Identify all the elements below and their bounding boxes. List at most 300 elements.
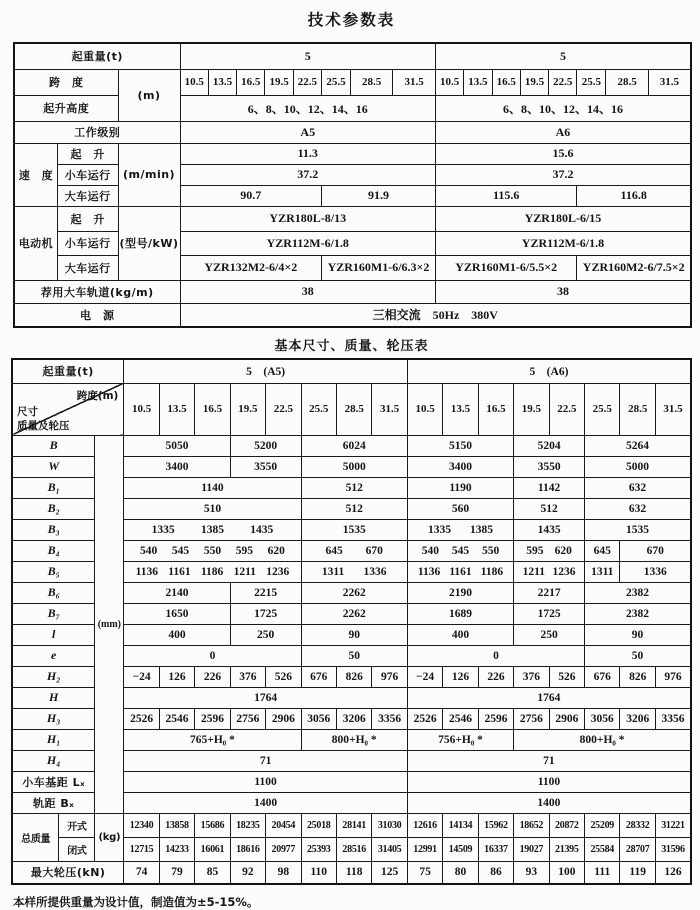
value-cell: 0 — [407, 645, 584, 666]
value-cell: 28141 — [336, 813, 371, 837]
value-cell: 670 — [365, 544, 383, 557]
value-cell: 1161 — [168, 565, 191, 578]
value-cell: 595 — [526, 544, 544, 557]
value-cell: 110 — [301, 861, 336, 884]
value-cell: 2262 — [301, 582, 407, 603]
dimensions-section — [11, 358, 692, 885]
value-cell: 14233 — [159, 837, 194, 861]
value-cell: 1140 — [124, 477, 301, 498]
value-group — [125, 524, 299, 536]
value-cell: 976 — [372, 666, 407, 687]
value-cell: YZR160M2-6/7.5×2 — [577, 255, 691, 280]
column-header: 10.5 — [124, 383, 159, 435]
column-header: 28.5 — [336, 383, 371, 435]
label-speed: 速 度 — [14, 143, 57, 206]
value-cell: 3056 — [301, 708, 336, 729]
param-label: H₁ — [12, 729, 95, 750]
value-cell: 98 — [266, 861, 301, 884]
label-trolley-base: 小车基距 Lₓ — [12, 771, 95, 792]
value-cell: 512 — [514, 498, 585, 519]
column-header: 22.5 — [266, 383, 301, 435]
value-cell: 3550 — [230, 456, 301, 477]
value-cell: 25393 — [301, 837, 336, 861]
value-cell: 1236 — [266, 565, 290, 578]
param-label: B₇ — [12, 603, 95, 624]
value-cell: 1335 — [151, 523, 175, 536]
value-cell: 3400 — [124, 456, 230, 477]
value-cell: 2906 — [549, 708, 584, 729]
column-header: 10.5 — [435, 69, 463, 95]
value-cell: A5 — [180, 121, 435, 143]
value-group — [515, 566, 583, 578]
column-header: 25.5 — [577, 69, 606, 95]
value-cell: 826 — [620, 666, 655, 687]
value-cell: 1336 — [620, 561, 691, 582]
value-cell: 31030 — [372, 813, 407, 837]
value-cell: 5 (A6) — [407, 359, 691, 383]
value-cell: 512 — [301, 498, 407, 519]
label-span: 跨 度 — [14, 69, 118, 95]
label-power: 电 源 — [14, 303, 180, 327]
param-label: H₄ — [12, 750, 95, 771]
value-cell: 540 — [421, 544, 439, 557]
value-cell: 5204 — [514, 435, 585, 456]
column-header: 25.5 — [585, 383, 620, 435]
value-group — [515, 545, 583, 557]
column-header: 13.5 — [159, 383, 194, 435]
value-cell: A6 — [435, 121, 691, 143]
value-cell: 645 — [585, 540, 620, 561]
value-group — [125, 545, 299, 557]
value-cell: 2526 — [407, 708, 442, 729]
row-label: 起 升 — [57, 143, 118, 164]
technical-parameters-section — [13, 42, 692, 328]
value-cell: −24 — [407, 666, 442, 687]
value-cell: 38 — [435, 280, 691, 303]
value-cell: 1335 — [427, 523, 451, 536]
value-cell: 6、8、10、12、14、16 — [180, 95, 435, 121]
value-cell: 28516 — [336, 837, 371, 861]
value-cell: 15686 — [195, 813, 230, 837]
column-header: 31.5 — [393, 69, 436, 95]
param-label: H₃ — [12, 708, 95, 729]
value-cell: YZR112M-6/1.8 — [435, 231, 691, 255]
column-header: 22.5 — [293, 69, 321, 95]
value-cell: 90.7 — [180, 185, 321, 206]
value-cell: 16061 — [195, 837, 230, 861]
column-header: 13.5 — [443, 383, 478, 435]
value-cell: 2217 — [514, 582, 585, 603]
value-cell: 3356 — [372, 708, 407, 729]
value-cell: 550 — [482, 544, 500, 557]
value-cell: 510 — [124, 498, 301, 519]
value-cell: 620 — [554, 544, 572, 557]
value-cell: 560 — [407, 498, 513, 519]
value-cell: 5000 — [585, 456, 691, 477]
param-label: B₃ — [12, 519, 95, 540]
label-work-class: 工作级别 — [14, 121, 180, 143]
value-group — [303, 545, 406, 557]
column-header: 31.5 — [372, 383, 407, 435]
value-cell: YZR160M1-6/6.3×2 — [322, 255, 436, 280]
value-cell: 1211 — [233, 565, 256, 578]
technical-parameters-table — [13, 42, 692, 328]
diag-span-label: 跨度(m) — [76, 389, 119, 402]
value-cell: 1311 — [585, 561, 620, 582]
value-cell: 16337 — [478, 837, 513, 861]
value-cell: 676 — [301, 666, 336, 687]
value-cell: 3206 — [620, 708, 655, 729]
value-group — [514, 540, 585, 561]
value-cell: 116.8 — [577, 185, 691, 206]
label-lifting-capacity: 起重量(t) — [12, 359, 124, 383]
value-cell: 126 — [443, 666, 478, 687]
value-cell: 93 — [514, 861, 549, 884]
row-label: 大车运行 — [57, 255, 118, 280]
value-cell: 6、8、10、12、14、16 — [435, 95, 691, 121]
value-cell: 15.6 — [435, 143, 691, 164]
value-cell: 31405 — [372, 837, 407, 861]
value-cell: 15962 — [478, 813, 513, 837]
value-cell: 28332 — [620, 813, 655, 837]
value-cell: 2190 — [407, 582, 513, 603]
value-cell: 5 — [435, 43, 691, 69]
value-group — [303, 566, 406, 578]
value-cell: 11.3 — [180, 143, 435, 164]
value-cell: 1385 — [470, 523, 494, 536]
value-cell: 91.9 — [322, 185, 436, 206]
value-cell: 376 — [514, 666, 549, 687]
value-cell: 2382 — [585, 582, 691, 603]
value-cell: 126 — [159, 666, 194, 687]
value-group — [407, 561, 513, 582]
value-group — [409, 524, 512, 536]
value-cell: 632 — [585, 477, 691, 498]
value-group — [125, 566, 299, 578]
value-cell: 376 — [230, 666, 265, 687]
column-header: 19.5 — [230, 383, 265, 435]
value-cell: 19027 — [514, 837, 549, 861]
value-cell: −24 — [124, 666, 159, 687]
value-cell: 6024 — [301, 435, 407, 456]
value-cell: 1100 — [124, 771, 408, 792]
column-header: 19.5 — [514, 383, 549, 435]
value-cell: 119 — [620, 861, 655, 884]
value-cell: 526 — [549, 666, 584, 687]
value-cell: 2215 — [230, 582, 301, 603]
column-header: 16.5 — [478, 383, 513, 435]
value-cell: 28707 — [620, 837, 655, 861]
column-header: 19.5 — [265, 69, 293, 95]
value-cell: 111 — [585, 861, 620, 884]
value-cell: 三相交流 50Hz 380V — [180, 303, 691, 327]
label-rail-gauge: 轨距 Bₓ — [12, 792, 95, 813]
value-cell: 5200 — [230, 435, 301, 456]
value-cell: 512 — [301, 477, 407, 498]
value-cell: 1764 — [407, 687, 691, 708]
value-cell: 1211 — [522, 565, 546, 578]
value-cell: 2756 — [230, 708, 265, 729]
value-cell: 400 — [124, 624, 230, 645]
value-cell: 2596 — [195, 708, 230, 729]
value-cell: 645 — [325, 544, 343, 557]
value-cell: 126 — [655, 861, 691, 884]
param-label: B₂ — [12, 498, 95, 519]
value-cell: YZR180L-6/15 — [435, 206, 691, 231]
value-cell: 92 — [230, 861, 265, 884]
value-cell: 14509 — [443, 837, 478, 861]
param-label: B — [12, 435, 95, 456]
value-cell: 80 — [443, 861, 478, 884]
value-cell: 826 — [336, 666, 371, 687]
value-cell: 1236 — [552, 565, 576, 578]
column-header: 25.5 — [301, 383, 336, 435]
value-cell: 1186 — [200, 565, 224, 578]
value-cell: 800+H₀ * — [301, 729, 407, 750]
value-cell: 2140 — [124, 582, 230, 603]
value-cell: YZR180L-8/13 — [180, 206, 435, 231]
value-cell: 1400 — [407, 792, 691, 813]
value-cell: 31221 — [655, 813, 691, 837]
label-total-mass: 总质量 — [12, 813, 59, 861]
value-cell: 115.6 — [435, 185, 576, 206]
value-cell: 1336 — [363, 565, 387, 578]
unit-model-kw: (型号/kW) — [118, 206, 180, 280]
value-cell: 1311 — [321, 565, 345, 578]
column-header: 13.5 — [464, 69, 492, 95]
value-cell: 756+H₀ * — [407, 729, 513, 750]
value-cell: 3356 — [655, 708, 691, 729]
row-label: 闭式 — [59, 837, 95, 861]
value-cell: 1100 — [407, 771, 691, 792]
dimensions-mass-wheel-pressure-table — [11, 358, 692, 885]
row-label: 小车运行 — [57, 231, 118, 255]
value-cell: 75 — [407, 861, 442, 884]
value-cell: 25584 — [585, 837, 620, 861]
column-header: 22.5 — [549, 383, 584, 435]
value-cell: 5050 — [124, 435, 230, 456]
row-label: 起 升 — [57, 206, 118, 231]
param-label: B₄ — [12, 540, 95, 561]
value-cell: 5 — [180, 43, 435, 69]
label-lifting-height: 起升高度 — [14, 95, 118, 121]
unit-mm: (mm) — [95, 435, 124, 813]
diagonal-header — [12, 383, 124, 435]
label-lifting-capacity: 起重量(t) — [14, 43, 180, 69]
value-cell: 1190 — [407, 477, 513, 498]
value-cell: 5 (A5) — [124, 359, 408, 383]
value-cell: 37.2 — [180, 164, 435, 185]
value-cell: 90 — [301, 624, 407, 645]
param-label: B₁ — [12, 477, 95, 498]
value-cell: 1650 — [124, 603, 230, 624]
value-cell: 800+H₀ * — [514, 729, 691, 750]
value-cell: 1535 — [301, 519, 407, 540]
column-header: 31.5 — [655, 383, 691, 435]
value-cell: 226 — [478, 666, 513, 687]
param-label: B₆ — [12, 582, 95, 603]
value-group — [514, 561, 585, 582]
value-cell: 1535 — [585, 519, 691, 540]
value-cell: 50 — [585, 645, 691, 666]
label-rail: 荐用大车轨道(kg/m) — [14, 280, 180, 303]
value-cell: 1142 — [514, 477, 585, 498]
value-cell: 20454 — [266, 813, 301, 837]
value-group — [124, 519, 301, 540]
column-header: 16.5 — [237, 69, 265, 95]
value-group — [407, 519, 513, 540]
value-cell: 3400 — [407, 456, 513, 477]
value-cell: 1186 — [480, 565, 504, 578]
value-cell: 2546 — [443, 708, 478, 729]
column-header: 19.5 — [520, 69, 548, 95]
value-cell: 676 — [585, 666, 620, 687]
page-title: 技术参数表 — [307, 11, 396, 29]
value-cell: 86 — [478, 861, 513, 884]
column-header: 13.5 — [208, 69, 236, 95]
value-cell: 1764 — [124, 687, 408, 708]
value-group — [409, 545, 512, 557]
value-cell: 1435 — [250, 523, 274, 536]
value-cell: 1136 — [417, 565, 441, 578]
param-label: B₅ — [12, 561, 95, 582]
param-label: H₂ — [12, 666, 95, 687]
value-cell: 595 — [235, 544, 253, 557]
value-cell: YZR112M-6/1.8 — [180, 231, 435, 255]
unit-m: (m) — [118, 69, 180, 121]
value-cell: 250 — [230, 624, 301, 645]
column-header: 28.5 — [606, 69, 649, 95]
value-cell: 632 — [585, 498, 691, 519]
value-cell: 38 — [180, 280, 435, 303]
column-header: 25.5 — [322, 69, 351, 95]
value-cell: 5000 — [301, 456, 407, 477]
value-cell: 12991 — [407, 837, 442, 861]
value-cell: 2262 — [301, 603, 407, 624]
value-cell: 18652 — [514, 813, 549, 837]
value-cell: 620 — [267, 544, 285, 557]
value-cell: 18235 — [230, 813, 265, 837]
value-cell: 1161 — [449, 565, 472, 578]
value-cell: 0 — [124, 645, 301, 666]
param-label: l — [12, 624, 95, 645]
value-cell: 25209 — [585, 813, 620, 837]
value-cell: 118 — [336, 861, 371, 884]
value-cell: 2526 — [124, 708, 159, 729]
column-header: 31.5 — [648, 69, 691, 95]
value-cell: 37.2 — [435, 164, 691, 185]
param-label: e — [12, 645, 95, 666]
row-label: 开式 — [59, 813, 95, 837]
value-cell: 18616 — [230, 837, 265, 861]
column-header: 16.5 — [195, 383, 230, 435]
column-header: 28.5 — [350, 69, 393, 95]
value-group — [409, 566, 512, 578]
value-cell: 90 — [585, 624, 691, 645]
value-cell: 12340 — [124, 813, 159, 837]
value-cell: 2382 — [585, 603, 691, 624]
value-group — [301, 561, 407, 582]
value-cell: 550 — [203, 544, 222, 557]
value-cell: 3550 — [514, 456, 585, 477]
value-cell: 765+H₀ * — [124, 729, 301, 750]
value-cell: 13858 — [159, 813, 194, 837]
value-cell: 545 — [171, 544, 190, 557]
value-cell: 1725 — [230, 603, 301, 624]
column-header: 16.5 — [492, 69, 520, 95]
unit-kg: (kg) — [95, 813, 124, 861]
column-header: 10.5 — [407, 383, 442, 435]
value-cell: 3056 — [585, 708, 620, 729]
value-cell: 2596 — [478, 708, 513, 729]
label-motor: 电动机 — [14, 206, 57, 280]
column-header: 22.5 — [549, 69, 577, 95]
column-header: 28.5 — [620, 383, 655, 435]
value-cell: 1435 — [514, 519, 585, 540]
value-cell: 71 — [124, 750, 408, 771]
diag-mass-wheel-label: 质量及轮压 — [17, 419, 70, 432]
value-cell: 2546 — [159, 708, 194, 729]
value-cell: 71 — [407, 750, 691, 771]
value-cell: 12616 — [407, 813, 442, 837]
value-cell: YZR132M2-6/4×2 — [180, 255, 321, 280]
value-cell: YZR160M1-6/5.5×2 — [435, 255, 576, 280]
value-group — [301, 540, 407, 561]
value-cell: 2756 — [514, 708, 549, 729]
value-cell: 5150 — [407, 435, 513, 456]
row-label: 小车运行 — [57, 164, 118, 185]
value-cell: 1689 — [407, 603, 513, 624]
value-cell: 670 — [620, 540, 691, 561]
value-cell: 125 — [372, 861, 407, 884]
value-cell: 100 — [549, 861, 584, 884]
value-cell: 2906 — [266, 708, 301, 729]
value-group — [407, 540, 513, 561]
value-cell: 250 — [514, 624, 585, 645]
value-cell: 1400 — [124, 792, 408, 813]
value-cell: 1136 — [135, 565, 158, 578]
value-cell: 85 — [195, 861, 230, 884]
value-cell: 31596 — [655, 837, 691, 861]
value-cell: 12715 — [124, 837, 159, 861]
value-cell: 20872 — [549, 813, 584, 837]
value-cell: 976 — [655, 666, 691, 687]
value-cell: 540 — [140, 544, 158, 557]
footnote: 本样所提供重量为设计值，制造值为±5-15%。 — [13, 895, 259, 909]
diag-dimension-label: 尺寸 — [17, 405, 38, 418]
value-cell: 1725 — [514, 603, 585, 624]
param-label: W — [12, 456, 95, 477]
value-cell: 226 — [195, 666, 230, 687]
unit-m-min: (m/min) — [118, 143, 180, 206]
value-cell: 526 — [266, 666, 301, 687]
param-label: H — [12, 687, 95, 708]
value-cell: 21395 — [549, 837, 584, 861]
value-cell: 50 — [301, 645, 407, 666]
value-group — [124, 540, 301, 561]
value-cell: 74 — [124, 861, 159, 884]
table2-title: 基本尺寸、质量、轮压表 — [274, 339, 429, 354]
value-cell: 545 — [451, 544, 470, 557]
value-cell: 1385 — [200, 523, 224, 536]
value-cell: 20977 — [266, 837, 301, 861]
value-group — [124, 561, 301, 582]
value-cell: 79 — [159, 861, 194, 884]
value-cell: 400 — [407, 624, 513, 645]
label-max-wheel-pressure: 最大轮压(kN) — [12, 861, 124, 884]
column-header: 10.5 — [180, 69, 208, 95]
value-cell: 5264 — [585, 435, 691, 456]
